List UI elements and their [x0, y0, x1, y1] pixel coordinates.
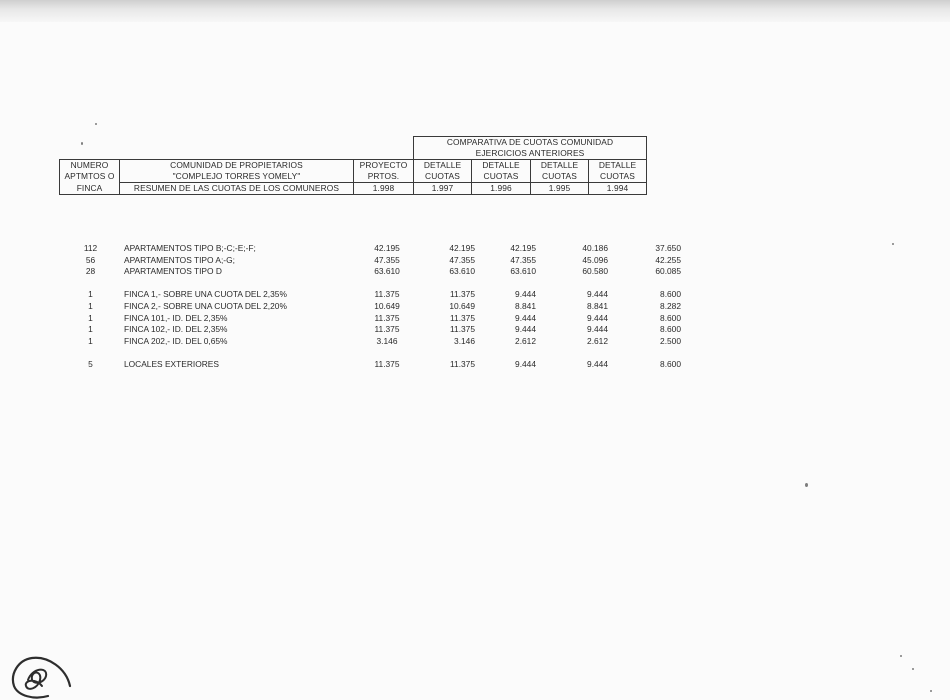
- row-value-1997: 47.355: [449, 254, 475, 265]
- row-value-1996: 63.610: [510, 266, 536, 277]
- row-desc: FINCA 1,- SOBRE UNA CUOTA DEL 2,35%: [124, 289, 287, 300]
- row-value-1995: 8.841: [587, 300, 608, 311]
- row-value-1997: 11.375: [450, 312, 475, 323]
- col-detalle-1994-line1: DETALLE: [589, 160, 647, 172]
- row-value-1998: 10.649: [374, 300, 400, 311]
- row-value-1995: 9.444: [587, 324, 608, 335]
- row-value-1994: 37.650: [655, 243, 681, 253]
- header-blank: [354, 148, 414, 160]
- header-blank: [120, 148, 354, 160]
- row-desc: APARTAMENTOS TIPO A;-G;: [124, 254, 235, 265]
- row-value-1996: 2.612: [515, 335, 536, 346]
- col-numero-line1: NUMERO: [60, 160, 120, 172]
- row-value-1995: 60.580: [582, 266, 608, 277]
- scan-speck: [805, 483, 808, 487]
- col-detalle-1996-line1: DETALLE: [472, 160, 531, 172]
- table-row: [59, 255, 681, 267]
- row-value-1994: 42.255: [655, 254, 681, 265]
- row-value-1997: 3.146: [454, 335, 475, 346]
- scan-speck: [900, 655, 902, 657]
- col-detalle-1995-line1: DETALLE: [531, 160, 589, 172]
- scan-speck: [95, 123, 97, 125]
- row-value-1994: 8.600: [660, 312, 681, 323]
- row-value-1997: 11.375: [450, 359, 475, 370]
- col-comunidad-line1: COMUNIDAD DE PROPIETARIOS: [120, 160, 354, 172]
- row-value-1996: 42.195: [510, 243, 536, 253]
- row-num: 5: [88, 359, 93, 370]
- col-proyecto-line1: PROYECTO: [354, 160, 414, 172]
- col-detalle-1997-year: 1.997: [414, 183, 472, 195]
- table-row: [59, 243, 681, 255]
- row-value-1994: 2.500: [660, 335, 681, 346]
- row-value-1994: 60.085: [655, 266, 681, 277]
- row-num: 28: [85, 266, 96, 277]
- row-value-1995: 40.186: [582, 243, 608, 253]
- row-value-1995: 2.612: [587, 335, 608, 346]
- col-detalle-1994-line2: CUOTAS: [589, 171, 647, 183]
- row-value-1996: 9.444: [515, 312, 536, 323]
- row-value-1997: 11.375: [450, 289, 475, 300]
- row-desc: APARTAMENTOS TIPO B;-C;-E;-F;: [124, 243, 256, 253]
- row-value-1995: 9.444: [587, 359, 608, 370]
- table-row: [59, 359, 681, 371]
- col-numero-line2: APTMTOS O: [60, 171, 120, 183]
- scan-speck: [930, 690, 932, 692]
- row-value-1997: 11.375: [450, 324, 475, 335]
- comparativa-title: COMPARATIVA DE CUOTAS COMUNIDAD: [414, 137, 647, 149]
- row-value-1996: 47.355: [510, 254, 536, 265]
- row-desc: FINCA 2,- SOBRE UNA CUOTA DEL 2,20%: [124, 300, 287, 311]
- row-num: 1: [88, 289, 93, 300]
- header-blank: [60, 137, 120, 149]
- header-blank: [354, 137, 414, 149]
- scan-top-shadow: [0, 0, 950, 22]
- row-num: 1: [88, 335, 93, 346]
- row-value-1996: 9.444: [515, 359, 536, 370]
- table-row: [59, 266, 681, 278]
- col-detalle-1997-line2: CUOTAS: [414, 171, 472, 183]
- handwritten-signature-icon: [8, 646, 78, 700]
- col-proyecto-year: 1.998: [354, 183, 414, 195]
- row-gap-cell: [59, 278, 681, 290]
- col-proyecto-line2: PRTOS.: [354, 171, 414, 183]
- quota-table: [59, 243, 681, 371]
- row-value-1994: 8.282: [660, 300, 681, 311]
- scan-speck: [892, 243, 894, 245]
- row-num: 1: [88, 324, 93, 335]
- row-value-1998: 11.375: [374, 359, 400, 370]
- col-comunidad-line3: RESUMEN DE LAS CUOTAS DE LOS COMUNEROS: [120, 183, 354, 195]
- row-value-1998: 11.375: [374, 289, 400, 300]
- col-detalle-1994-year: 1.994: [589, 183, 647, 195]
- row-value-1994: 8.600: [660, 289, 681, 300]
- row-value-1998: 47.355: [374, 254, 400, 265]
- row-value-1996: 9.444: [515, 289, 536, 300]
- col-detalle-1995-line2: CUOTAS: [531, 171, 589, 183]
- row-value-1996: 8.841: [515, 300, 536, 311]
- row-num: 1: [88, 312, 93, 323]
- row-value-1998: 42.195: [374, 243, 400, 253]
- row-value-1997: 63.610: [449, 266, 475, 277]
- row-value-1998: 63.610: [374, 266, 400, 277]
- row-desc: FINCA 102,- ID. DEL 2,35%: [124, 324, 228, 335]
- col-detalle-1997-line1: DETALLE: [414, 160, 472, 172]
- row-desc: FINCA 101,- ID. DEL 2,35%: [124, 312, 228, 323]
- header-blank: [60, 148, 120, 160]
- row-value-1997: 10.649: [449, 300, 475, 311]
- row-desc: LOCALES EXTERIORES: [124, 359, 219, 370]
- col-detalle-1996-line2: CUOTAS: [472, 171, 531, 183]
- row-value-1998: 11.375: [374, 312, 400, 323]
- row-value-1996: 9.444: [515, 324, 536, 335]
- col-comunidad-line2: "COMPLEJO TORRES YOMELY": [120, 171, 354, 183]
- row-num: 1: [88, 300, 93, 311]
- ejercicios-title: EJERCICIOS ANTERIORES: [414, 148, 647, 160]
- table-row: [59, 324, 681, 336]
- table-row: [59, 289, 681, 301]
- row-num: 112: [83, 243, 98, 253]
- scan-speck: [912, 668, 914, 670]
- row-value-1994: 8.600: [660, 359, 681, 370]
- row-value-1995: 45.096: [582, 254, 608, 265]
- col-numero-line3: FINCA: [60, 183, 120, 195]
- table-row: [59, 301, 681, 313]
- row-gap-cell: [59, 347, 681, 359]
- row-value-1998: 11.375: [374, 324, 400, 335]
- row-value-1995: 9.444: [587, 289, 608, 300]
- row-value-1997: 42.195: [449, 243, 475, 253]
- col-detalle-1995-year: 1.995: [531, 183, 589, 195]
- row-value-1995: 9.444: [587, 312, 608, 323]
- row-value-1998: 3.146: [376, 335, 398, 346]
- col-detalle-1996-year: 1.996: [472, 183, 531, 195]
- table-row: [59, 313, 681, 325]
- row-desc: FINCA 202,- ID. DEL 0,65%: [124, 335, 228, 346]
- table-row: [59, 336, 681, 348]
- row-desc: APARTAMENTOS TIPO D: [124, 266, 222, 277]
- header-table: [59, 136, 647, 195]
- row-gap: [59, 278, 681, 290]
- header-blank: [120, 137, 354, 149]
- row-value-1994: 8.600: [660, 324, 681, 335]
- row-num: 56: [85, 254, 96, 265]
- row-gap: [59, 347, 681, 359]
